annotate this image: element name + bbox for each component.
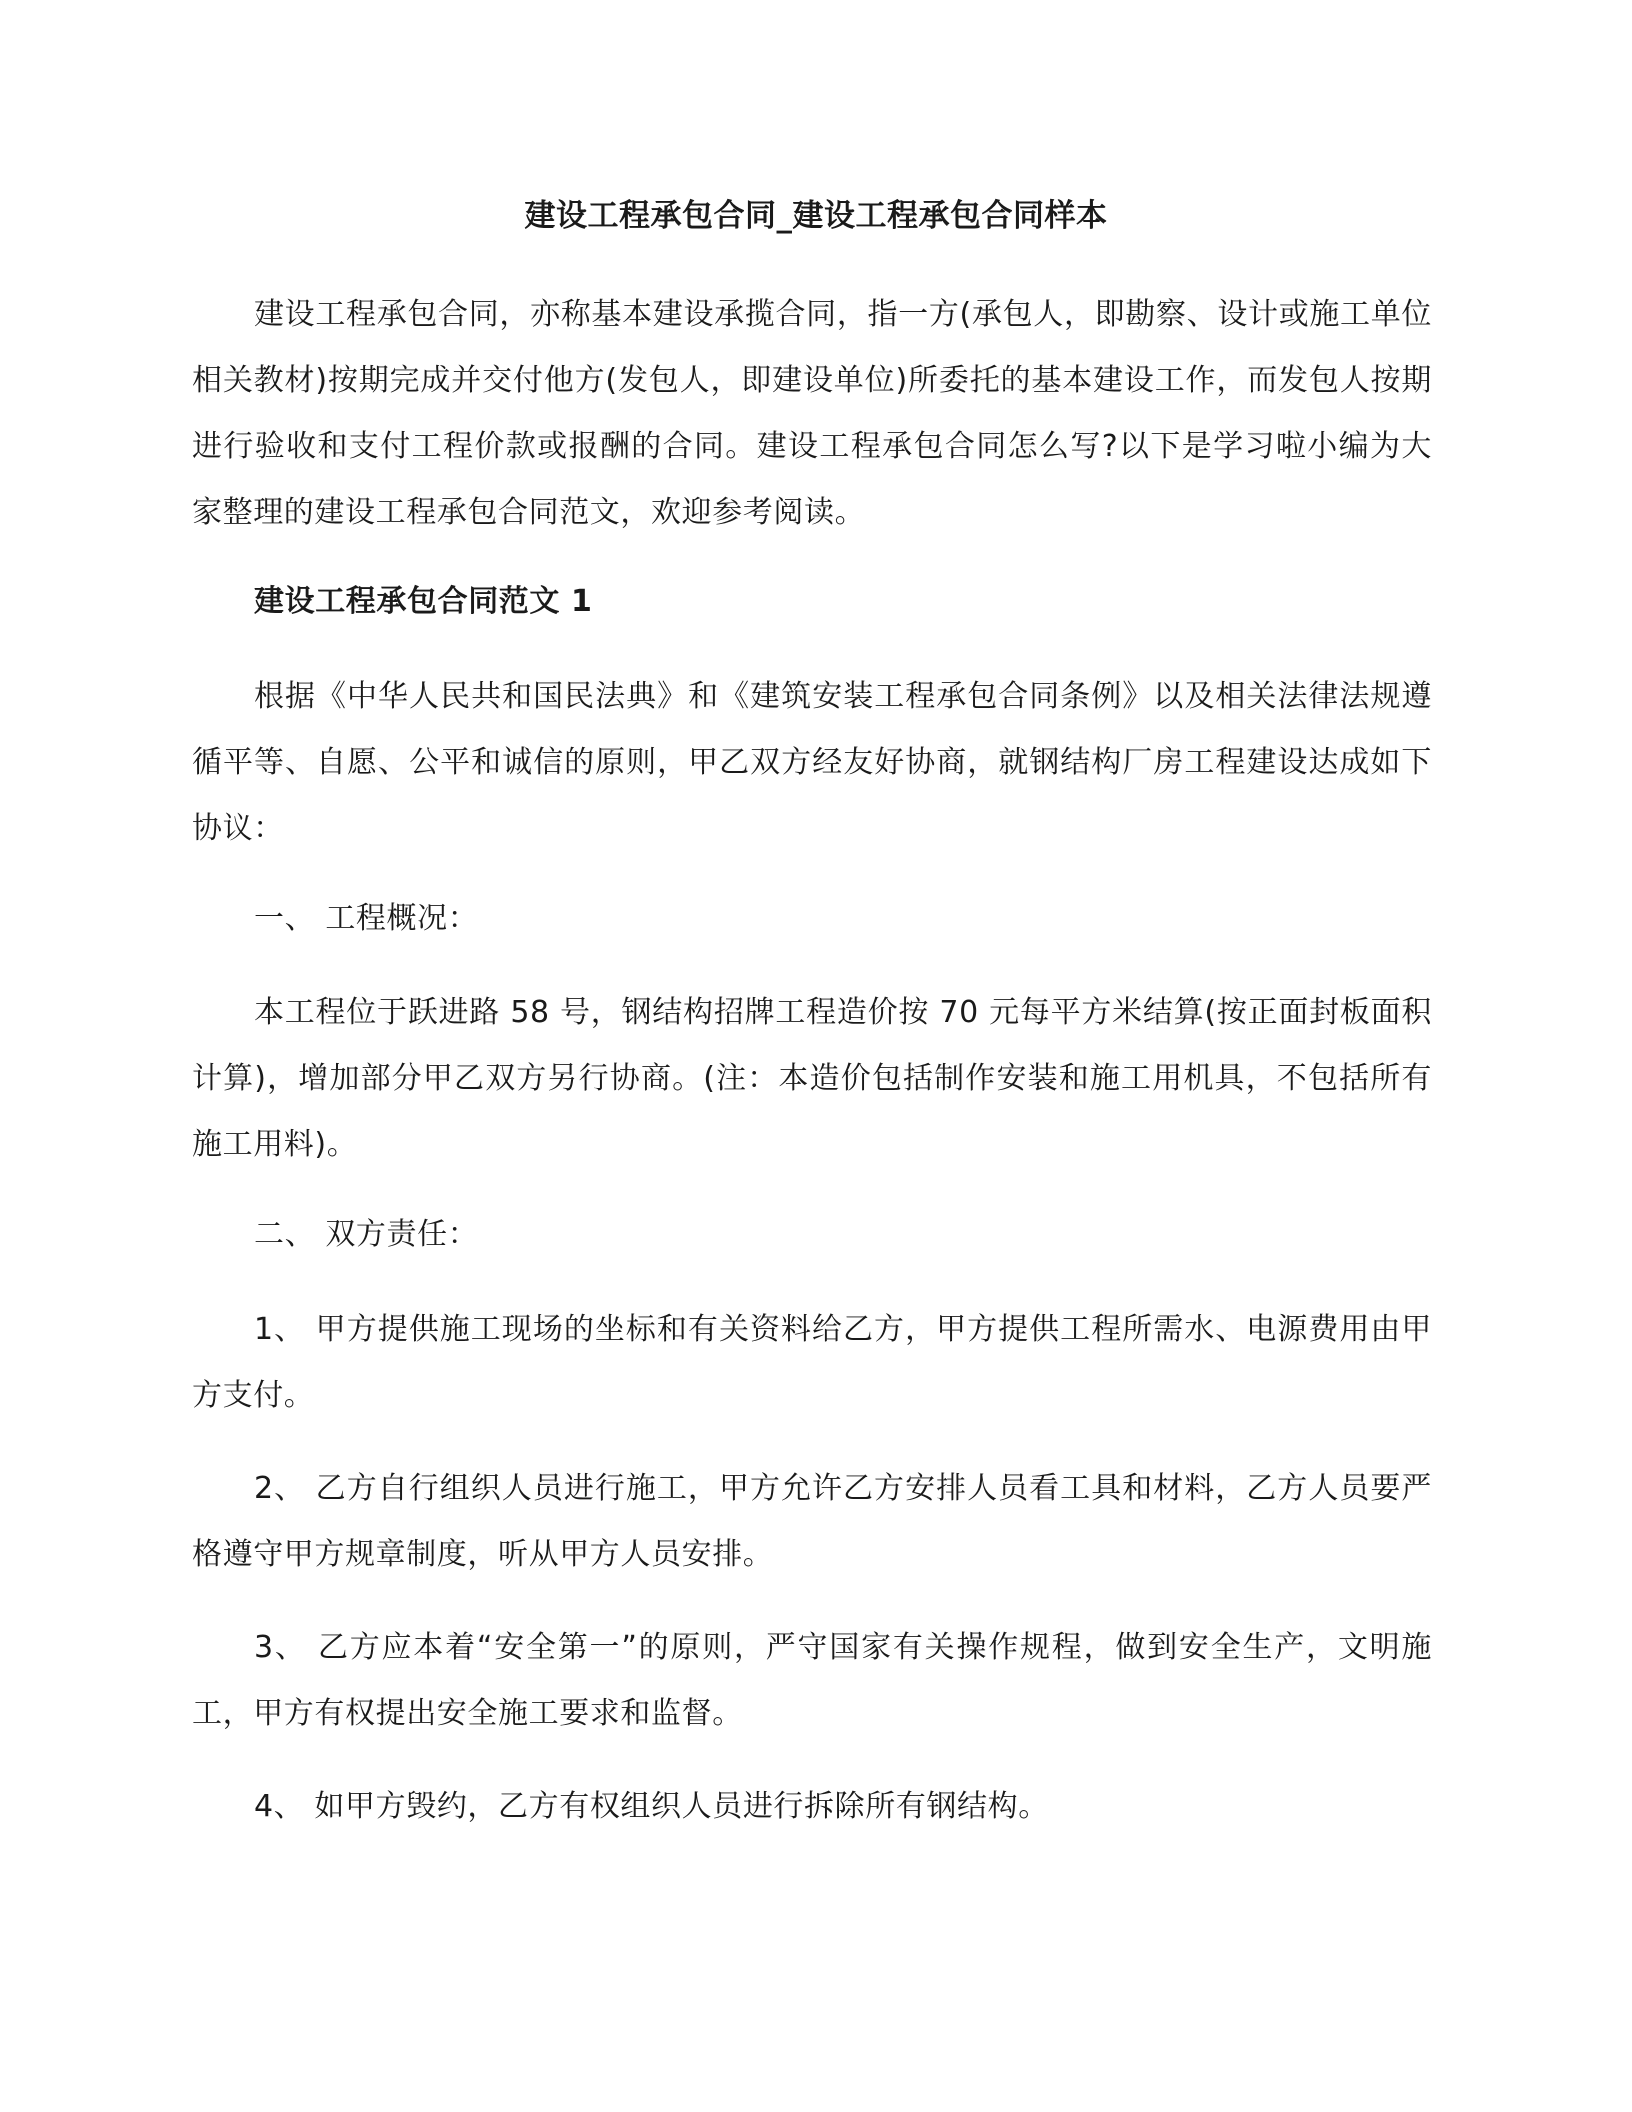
responsibility-item-4: 4、 如甲方毁约，乙方有权组织人员进行拆除所有钢结构。	[254, 1789, 1049, 1824]
intro-paragraph: 建设工程承包合同，亦称基本建设承揽合同，指一方(承包人，即勘察、设计或施工单位相关教材)按期完成并交付他方(发包人，即建设单位)所委托的基本建设工作，而发包人按期进行验收和支付工程价款或报酬的合同。建设工程承包合同怎么写?以下是学习啦小编为大家整理的建设工程承包合同范文，欢迎参考阅读。	[192, 297, 1432, 530]
sample-subheading: 建设工程承包合同范文 1	[254, 584, 593, 619]
section-2-heading: 二、 双方责任：	[254, 1217, 479, 1252]
responsibility-item-2: 2、 乙方自行组织人员进行施工，甲方允许乙方安排人员看工具和材料，乙方人员要严格遵守甲方规章制度，听从甲方人员安排。	[192, 1471, 1432, 1572]
section-1-heading: 一、 工程概况：	[254, 901, 479, 936]
document-title: 建设工程承包合同_建设工程承包合同样本	[524, 198, 1108, 234]
contract-basis-paragraph: 根据《中华人民共和国民法典》和《建筑安装工程承包合同条例》以及相关法律法规遵循平等、自愿、公平和诚信的原则，甲乙双方经友好协商，就钢结构厂房工程建设达成如下协议：	[192, 679, 1432, 846]
responsibility-item-1: 1、 甲方提供施工现场的坐标和有关资料给乙方，甲方提供工程所需水、电源费用由甲方支付。	[192, 1312, 1432, 1413]
responsibility-item-3: 3、 乙方应本着“安全第一”的原则，严守国家有关操作规程，做到安全生产，文明施工，甲方有权提出安全施工要求和监督。	[192, 1630, 1432, 1731]
section-1-body: 本工程位于跃进路 58 号，钢结构招牌工程造价按 70 元每平方米结算(按正面封板面积计算)，增加部分甲乙双方另行协商。(注：本造价包括制作安装和施工用机具，不包括所有施工用料)。	[192, 995, 1432, 1162]
